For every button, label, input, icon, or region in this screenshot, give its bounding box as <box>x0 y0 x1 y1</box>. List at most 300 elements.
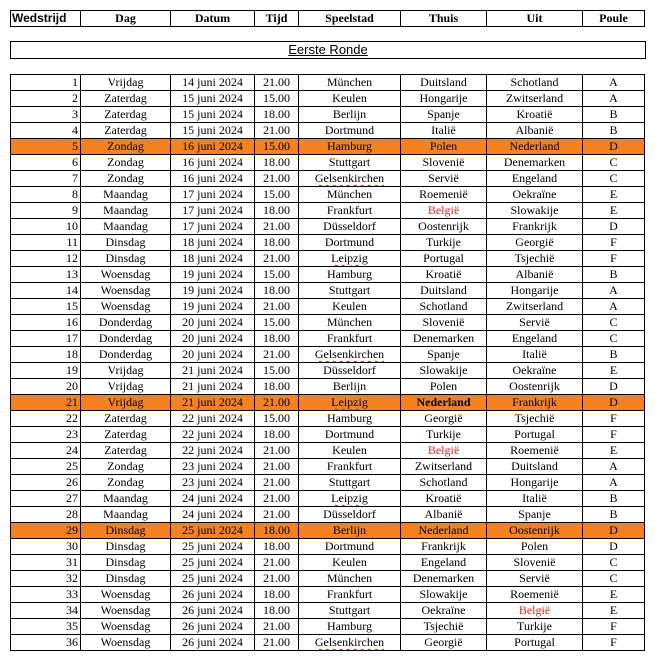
match-city-text: Gelsenkirchen <box>314 171 385 185</box>
table-row <box>11 555 645 571</box>
match-away-team: Portugal <box>487 427 583 443</box>
table-row <box>11 251 645 267</box>
match-date: 25 juni 2024 <box>171 523 255 539</box>
match-away-team: Denemarken <box>487 155 583 171</box>
match-home-team: België <box>401 203 487 219</box>
match-group: C <box>583 555 645 571</box>
match-date: 16 juni 2024 <box>171 171 255 187</box>
match-city: Stuttgart <box>299 283 401 299</box>
match-date: 19 juni 2024 <box>171 299 255 315</box>
match-away-team: Frankrijk <box>487 395 583 411</box>
match-number: 27 <box>11 491 81 507</box>
header-dag: Dag <box>81 11 171 27</box>
match-time: 18.00 <box>255 539 299 555</box>
match-date: 17 juni 2024 <box>171 203 255 219</box>
match-city: München <box>299 571 401 587</box>
table-row <box>11 491 645 507</box>
match-group: A <box>583 91 645 107</box>
match-number: 24 <box>11 443 81 459</box>
match-day: Zaterdag <box>81 411 171 427</box>
table-row <box>11 507 645 523</box>
match-time: 18.00 <box>255 203 299 219</box>
match-number: 15 <box>11 299 81 315</box>
match-home-team: Engeland <box>401 555 487 571</box>
match-day: Dinsdag <box>81 571 171 587</box>
match-away-team: Italië <box>487 347 583 363</box>
match-home-team: Servië <box>401 171 487 187</box>
table-row <box>11 379 645 395</box>
table-row <box>11 427 645 443</box>
match-group: F <box>583 619 645 635</box>
match-date: 17 juni 2024 <box>171 187 255 203</box>
match-number: 32 <box>11 571 81 587</box>
match-time: 15.00 <box>255 187 299 203</box>
match-time: 21.00 <box>255 219 299 235</box>
round-title <box>10 41 646 59</box>
table-row <box>11 155 645 171</box>
match-day: Dinsdag <box>81 251 171 267</box>
match-away-team: Hongarije <box>487 283 583 299</box>
match-city: Hamburg <box>299 619 401 635</box>
match-away-team: Albanië <box>487 267 583 283</box>
table-row <box>11 123 645 139</box>
match-home-team: Denemarken <box>401 571 487 587</box>
match-number: 4 <box>11 123 81 139</box>
match-day: Zaterdag <box>81 443 171 459</box>
match-city: Berlijn <box>299 107 401 123</box>
match-time: 18.00 <box>255 587 299 603</box>
match-time: 21.00 <box>255 75 299 91</box>
match-home-team: Spanje <box>401 347 487 363</box>
match-home-team: Duitsland <box>401 75 487 91</box>
match-number: 5 <box>11 139 81 155</box>
match-time: 15.00 <box>255 363 299 379</box>
match-day: Zondag <box>81 459 171 475</box>
match-number: 17 <box>11 331 81 347</box>
table-row <box>11 587 645 603</box>
match-away-team: Polen <box>487 539 583 555</box>
match-group: F <box>583 427 645 443</box>
match-away-team: Italië <box>487 491 583 507</box>
table-row <box>11 635 645 651</box>
match-city: Berlijn <box>299 379 401 395</box>
table-row <box>11 171 645 187</box>
match-group: A <box>583 283 645 299</box>
match-home-team: Slovenië <box>401 315 487 331</box>
match-day: Donderdag <box>81 331 171 347</box>
match-group: F <box>583 251 645 267</box>
match-city: Dortmund <box>299 539 401 555</box>
match-date: 24 juni 2024 <box>171 507 255 523</box>
match-day: Zondag <box>81 155 171 171</box>
match-home-team: Oostenrijk <box>401 219 487 235</box>
match-time: 18.00 <box>255 427 299 443</box>
match-group: B <box>583 507 645 523</box>
header-speelstad: Speelstad <box>299 11 401 27</box>
match-date: 26 juni 2024 <box>171 619 255 635</box>
match-home-team: Spanje <box>401 107 487 123</box>
match-group: E <box>583 203 645 219</box>
match-group: E <box>583 363 645 379</box>
match-away-team: Engeland <box>487 331 583 347</box>
match-day: Donderdag <box>81 315 171 331</box>
match-number: 25 <box>11 459 81 475</box>
match-away-team: Slowakije <box>487 203 583 219</box>
match-city: Frankfurt <box>299 331 401 347</box>
match-city: Hamburg <box>299 411 401 427</box>
table-row <box>11 395 645 411</box>
match-number: 23 <box>11 427 81 443</box>
table-row <box>11 91 645 107</box>
match-home-team: Slowakije <box>401 587 487 603</box>
match-date: 14 juni 2024 <box>171 75 255 91</box>
match-number: 26 <box>11 475 81 491</box>
match-time: 21.00 <box>255 555 299 571</box>
match-time: 21.00 <box>255 443 299 459</box>
match-day: Dinsdag <box>81 523 171 539</box>
match-group: D <box>583 395 645 411</box>
match-day: Woensdag <box>81 267 171 283</box>
match-day: Zaterdag <box>81 91 171 107</box>
match-group: E <box>583 187 645 203</box>
match-away-team: Servië <box>487 571 583 587</box>
match-day: Maandag <box>81 491 171 507</box>
match-number: 30 <box>11 539 81 555</box>
match-date: 20 juni 2024 <box>171 331 255 347</box>
match-number: 35 <box>11 619 81 635</box>
match-date: 15 juni 2024 <box>171 107 255 123</box>
match-away-team: Zwitserland <box>487 91 583 107</box>
match-number: 19 <box>11 363 81 379</box>
match-away-team: Albanië <box>487 123 583 139</box>
match-group: D <box>583 139 645 155</box>
match-time: 21.00 <box>255 507 299 523</box>
match-home-team: Polen <box>401 139 487 155</box>
match-group: D <box>583 219 645 235</box>
table-row <box>11 139 645 155</box>
match-time: 18.00 <box>255 107 299 123</box>
match-group: F <box>583 635 645 651</box>
table-row <box>11 315 645 331</box>
match-number: 31 <box>11 555 81 571</box>
match-date: 21 juni 2024 <box>171 395 255 411</box>
match-home-team: Nederland <box>401 523 487 539</box>
match-date: 18 juni 2024 <box>171 235 255 251</box>
match-city <box>299 347 401 363</box>
match-home-team: België <box>401 443 487 459</box>
match-time: 21.00 <box>255 619 299 635</box>
match-table-body <box>11 75 645 651</box>
match-home-team: Zwitserland <box>401 459 487 475</box>
match-date: 22 juni 2024 <box>171 443 255 459</box>
match-day: Dinsdag <box>81 539 171 555</box>
match-number: 34 <box>11 603 81 619</box>
match-city: Dortmund <box>299 235 401 251</box>
match-away-team: Georgië <box>487 235 583 251</box>
match-time: 21.00 <box>255 571 299 587</box>
table-row <box>11 443 645 459</box>
match-group: E <box>583 587 645 603</box>
match-time: 21.00 <box>255 459 299 475</box>
match-home-team: Georgië <box>401 635 487 651</box>
match-city-text: Gelsenkirchen <box>314 635 385 649</box>
match-time: 21.00 <box>255 299 299 315</box>
match-number: 21 <box>11 395 81 411</box>
match-day: Woensdag <box>81 619 171 635</box>
match-date: 26 juni 2024 <box>171 603 255 619</box>
match-city <box>299 395 401 411</box>
match-city: Hamburg <box>299 267 401 283</box>
table-row <box>11 347 645 363</box>
match-date: 20 juni 2024 <box>171 315 255 331</box>
match-date: 21 juni 2024 <box>171 379 255 395</box>
match-group: D <box>583 539 645 555</box>
match-date: 15 juni 2024 <box>171 123 255 139</box>
match-home-team: Oekraïne <box>401 603 487 619</box>
match-away-team: Roemenië <box>487 587 583 603</box>
match-city: Stuttgart <box>299 603 401 619</box>
match-date: 20 juni 2024 <box>171 347 255 363</box>
match-home-team: Duitsland <box>401 283 487 299</box>
match-number: 36 <box>11 635 81 651</box>
match-time: 21.00 <box>255 251 299 267</box>
match-city: Düsseldorf <box>299 363 401 379</box>
table-row <box>11 539 645 555</box>
match-city <box>299 635 401 651</box>
match-table <box>10 74 645 651</box>
header-datum: Datum <box>171 11 255 27</box>
match-date: 23 juni 2024 <box>171 459 255 475</box>
match-group: C <box>583 315 645 331</box>
match-day: Maandag <box>81 507 171 523</box>
match-group: A <box>583 475 645 491</box>
match-number: 10 <box>11 219 81 235</box>
match-day: Dinsdag <box>81 235 171 251</box>
match-day: Zaterdag <box>81 123 171 139</box>
match-number: 20 <box>11 379 81 395</box>
match-date: 21 juni 2024 <box>171 363 255 379</box>
match-city: München <box>299 187 401 203</box>
match-day: Woensdag <box>81 603 171 619</box>
table-row <box>11 203 645 219</box>
match-time: 18.00 <box>255 235 299 251</box>
match-away-team: Portugal <box>487 635 583 651</box>
match-away-team: Servië <box>487 315 583 331</box>
match-time: 18.00 <box>255 331 299 347</box>
match-home-team: Denemarken <box>401 331 487 347</box>
match-city: Frankfurt <box>299 459 401 475</box>
match-home-team: Schotland <box>401 299 487 315</box>
match-day: Zondag <box>81 171 171 187</box>
match-time: 18.00 <box>255 283 299 299</box>
match-date: 17 juni 2024 <box>171 219 255 235</box>
match-time: 18.00 <box>255 523 299 539</box>
match-home-team: Portugal <box>401 251 487 267</box>
match-group: A <box>583 299 645 315</box>
table-row <box>11 267 645 283</box>
match-away-team: Zwitserland <box>487 299 583 315</box>
match-time: 18.00 <box>255 379 299 395</box>
match-day: Vrijdag <box>81 75 171 91</box>
match-home-team: Kroatië <box>401 491 487 507</box>
match-home-team: Albanië <box>401 507 487 523</box>
match-day: Woensdag <box>81 299 171 315</box>
match-away-team: Hongarije <box>487 475 583 491</box>
match-city: Düsseldorf <box>299 507 401 523</box>
match-city: Stuttgart <box>299 475 401 491</box>
match-day: Zondag <box>81 139 171 155</box>
match-number: 33 <box>11 587 81 603</box>
match-time: 21.00 <box>255 123 299 139</box>
match-number: 29 <box>11 523 81 539</box>
header-tijd: Tijd <box>255 11 299 27</box>
match-time: 18.00 <box>255 603 299 619</box>
match-day: Zaterdag <box>81 107 171 123</box>
match-home-team: Georgië <box>401 411 487 427</box>
match-city: Berlijn <box>299 523 401 539</box>
round-title-text: Eerste Ronde <box>288 42 368 57</box>
match-group: B <box>583 123 645 139</box>
match-city <box>299 171 401 187</box>
table-row <box>11 571 645 587</box>
match-time: 15.00 <box>255 139 299 155</box>
match-city: Keulen <box>299 299 401 315</box>
match-group: B <box>583 267 645 283</box>
match-city: Dortmund <box>299 123 401 139</box>
table-row <box>11 235 645 251</box>
match-city-text: Leipzig <box>331 491 368 505</box>
match-date: 22 juni 2024 <box>171 411 255 427</box>
match-day: Maandag <box>81 203 171 219</box>
table-row <box>11 219 645 235</box>
match-city-text: Leipzig <box>331 395 368 409</box>
match-number: 11 <box>11 235 81 251</box>
match-city: Hamburg <box>299 139 401 155</box>
match-time: 21.00 <box>255 171 299 187</box>
match-day: Maandag <box>81 187 171 203</box>
match-day: Zondag <box>81 475 171 491</box>
match-day: Zaterdag <box>81 427 171 443</box>
match-group: A <box>583 75 645 91</box>
match-group: E <box>583 443 645 459</box>
match-number: 6 <box>11 155 81 171</box>
match-group: B <box>583 491 645 507</box>
match-away-team: Oekraïne <box>487 187 583 203</box>
match-city: München <box>299 75 401 91</box>
match-number: 14 <box>11 283 81 299</box>
match-number: 9 <box>11 203 81 219</box>
match-group: F <box>583 235 645 251</box>
match-group: D <box>583 379 645 395</box>
match-away-team: Roemenië <box>487 443 583 459</box>
match-away-team: Slovenië <box>487 555 583 571</box>
match-number: 13 <box>11 267 81 283</box>
match-home-team: Italië <box>401 123 487 139</box>
match-city: München <box>299 315 401 331</box>
match-time: 15.00 <box>255 91 299 107</box>
match-date: 22 juni 2024 <box>171 427 255 443</box>
match-number: 16 <box>11 315 81 331</box>
match-number: 28 <box>11 507 81 523</box>
match-day: Vrijdag <box>81 363 171 379</box>
match-time: 21.00 <box>255 347 299 363</box>
match-group: E <box>583 603 645 619</box>
match-away-team: Oostenrijk <box>487 523 583 539</box>
match-away-team: Nederland <box>487 139 583 155</box>
match-date: 18 juni 2024 <box>171 251 255 267</box>
match-number: 3 <box>11 107 81 123</box>
match-away-team: Tsjechië <box>487 411 583 427</box>
match-away-team: Tsjechië <box>487 251 583 267</box>
match-home-team: Hongarije <box>401 91 487 107</box>
match-city-text: Gelsenkirchen <box>314 347 385 361</box>
match-city: Keulen <box>299 91 401 107</box>
match-date: 25 juni 2024 <box>171 571 255 587</box>
match-city: Frankfurt <box>299 203 401 219</box>
match-day: Maandag <box>81 219 171 235</box>
table-row <box>11 459 645 475</box>
match-date: 26 juni 2024 <box>171 587 255 603</box>
match-date: 26 juni 2024 <box>171 635 255 651</box>
match-group: B <box>583 347 645 363</box>
table-row <box>11 299 645 315</box>
table-row <box>11 603 645 619</box>
match-home-team: Turkije <box>401 427 487 443</box>
match-time: 15.00 <box>255 267 299 283</box>
match-day: Dinsdag <box>81 555 171 571</box>
match-date: 15 juni 2024 <box>171 91 255 107</box>
match-home-team: Turkije <box>401 235 487 251</box>
match-home-team: Roemenië <box>401 187 487 203</box>
match-city <box>299 491 401 507</box>
table-row <box>11 75 645 91</box>
match-time: 15.00 <box>255 315 299 331</box>
match-home-team: Kroatië <box>401 267 487 283</box>
table-row <box>11 411 645 427</box>
match-city: Keulen <box>299 555 401 571</box>
header-wedstrijd: Wedstrijd <box>11 11 81 27</box>
match-time: 21.00 <box>255 491 299 507</box>
match-home-team: Polen <box>401 379 487 395</box>
match-home-team: Tsjechië <box>401 619 487 635</box>
match-time: 21.00 <box>255 635 299 651</box>
match-number: 8 <box>11 187 81 203</box>
match-day: Woensdag <box>81 587 171 603</box>
match-number: 2 <box>11 91 81 107</box>
match-group: F <box>583 411 645 427</box>
match-date: 25 juni 2024 <box>171 555 255 571</box>
table-row <box>11 363 645 379</box>
match-home-team: Nederland <box>401 395 487 411</box>
header-poule: Poule <box>583 11 645 27</box>
match-number: 7 <box>11 171 81 187</box>
header-uit: Uit <box>487 11 583 27</box>
match-date: 24 juni 2024 <box>171 491 255 507</box>
table-row <box>11 523 645 539</box>
header-thuis: Thuis <box>401 11 487 27</box>
match-group: C <box>583 331 645 347</box>
match-away-team: Engeland <box>487 171 583 187</box>
match-group: C <box>583 155 645 171</box>
match-away-team: Kroatië <box>487 107 583 123</box>
table-row <box>11 187 645 203</box>
match-home-team: Slowakije <box>401 363 487 379</box>
match-number: 18 <box>11 347 81 363</box>
match-date: 25 juni 2024 <box>171 539 255 555</box>
match-number: 22 <box>11 411 81 427</box>
match-city: Düsseldorf <box>299 219 401 235</box>
match-day: Woensdag <box>81 283 171 299</box>
